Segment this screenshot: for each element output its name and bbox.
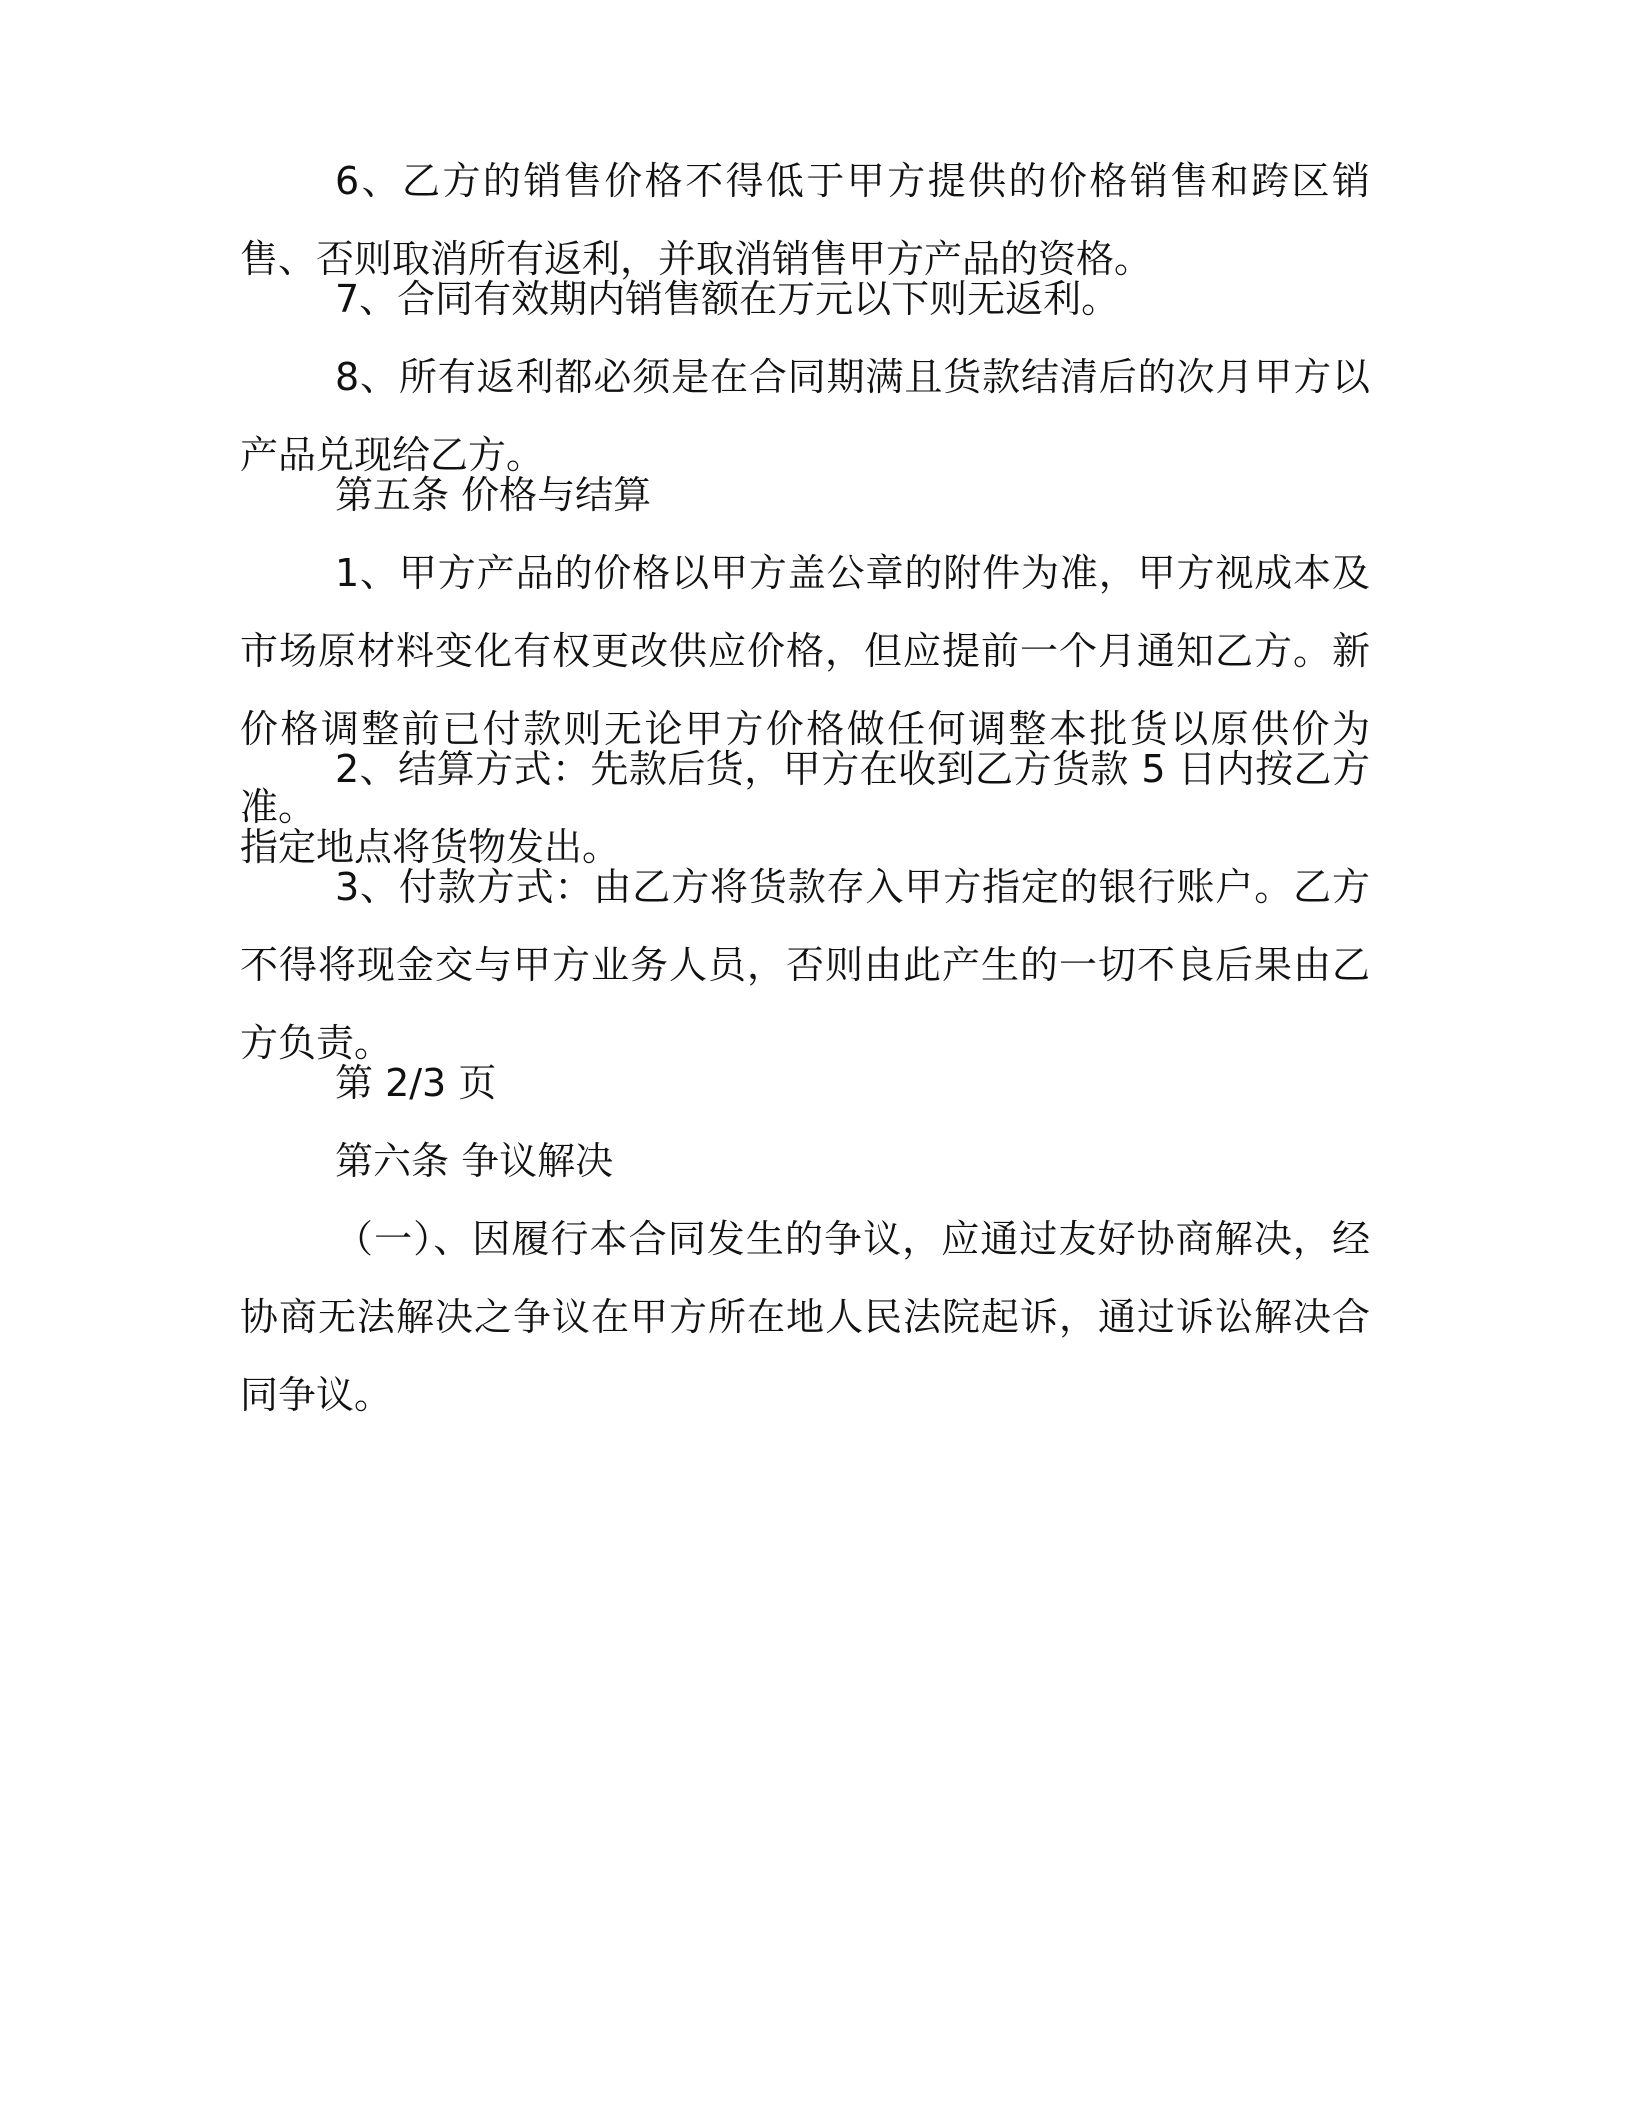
paragraph-payment-method: 3、付款方式：由乙方将货款存入甲方指定的银行账户。乙方不得将现金交与甲方业务人员，否则由此产生的一切不良后果由乙方负责。 (240, 865, 1370, 1065)
section-heading-article-5: 第五条 价格与结算 (335, 473, 652, 517)
section-heading-article-6: 第六条 争议解决 (335, 1139, 614, 1183)
paragraph-rebate-sales-threshold: 7、合同有效期内销售额在万元以下则无返利。 (335, 277, 1120, 321)
paragraph-rebate-redemption: 8、所有返利都必须是在合同期满且货款结清后的次月甲方以产品兑现给乙方。 (240, 355, 1370, 477)
paragraph-settlement-method: 2、结算方式：先款后货，甲方在收到乙方货款 5 日内按乙方指定地点将货物发出。 (240, 747, 1370, 869)
paragraph-dispute-resolution: （一）、因履行本合同发生的争议，应通过友好协商解决，经协商无法解决之争议在甲方所在地人民法院起诉，通过诉讼解决合同争议。 (240, 1217, 1370, 1417)
page-number: 第 2/3 页 (335, 1061, 497, 1105)
paragraph-pricing-basis: 1、甲方产品的价格以甲方盖公章的附件为准，甲方视成本及市场原材料变化有权更改供应价格，但应提前一个月通知乙方。新价格调整前已付款则无论甲方价格做任何调整本批货以原供价为准。 (240, 551, 1370, 829)
paragraph-rebate-price-rule: 6、乙方的销售价格不得低于甲方提供的价格销售和跨区销售、否则取消所有返利，并取消销售甲方产品的资格。 (240, 159, 1370, 281)
